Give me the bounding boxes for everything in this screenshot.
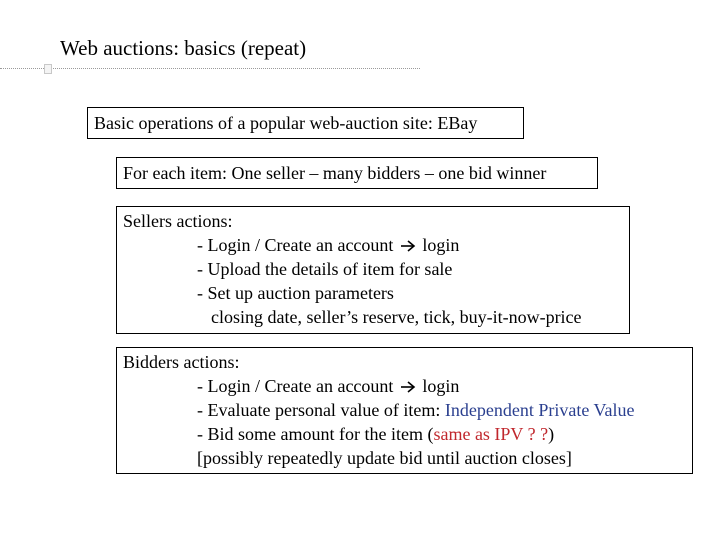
sellers-heading: Sellers actions: xyxy=(123,211,233,231)
sellers-setup: - Set up auction parameters xyxy=(197,283,394,303)
bidders-login-suffix: login xyxy=(422,376,460,396)
sellers-box xyxy=(116,206,630,334)
bidders-heading: Bidders actions: xyxy=(123,352,240,372)
bidders-login-prefix: - Login / Create an account xyxy=(197,376,394,396)
sellers-login-line xyxy=(123,233,629,257)
sellers-login-prefix: - Login / Create an account xyxy=(197,235,394,255)
slide-title: Web auctions: basics (repeat) xyxy=(60,36,307,60)
bidders-bid-line xyxy=(123,422,692,446)
bidders-bid-suffix: ) xyxy=(548,424,555,444)
item-rule-text: For each item: One seller – many bidders – one bid winner xyxy=(123,163,547,183)
sellers-login-suffix: login xyxy=(422,235,460,255)
bidders-box xyxy=(116,347,693,474)
bid-highlight: same as IPV ? ? xyxy=(433,424,549,444)
bidders-bid-prefix: - Bid some amount for the item ( xyxy=(197,424,434,444)
sellers-upload: - Upload the details of item for sale xyxy=(197,259,453,279)
intro-text: Basic operations of a popular web-auction site: EBay xyxy=(94,113,478,133)
bidders-evaluate-line xyxy=(123,398,692,422)
right-arrow-icon xyxy=(398,233,418,257)
divider-marker xyxy=(44,64,52,74)
title-divider xyxy=(0,68,420,69)
right-arrow-icon xyxy=(398,374,418,398)
item-rule-box xyxy=(116,157,598,189)
bidders-login-line xyxy=(123,374,692,398)
bidders-update: [possibly repeatedly update bid until auction closes] xyxy=(197,448,572,468)
ipv-highlight: Independent Private Value xyxy=(444,400,635,420)
bidders-evaluate-prefix: - Evaluate personal value of item: xyxy=(197,400,445,420)
intro-box xyxy=(87,107,524,139)
sellers-parameters: closing date, seller’s reserve, tick, buy-it-now-price xyxy=(211,307,582,327)
